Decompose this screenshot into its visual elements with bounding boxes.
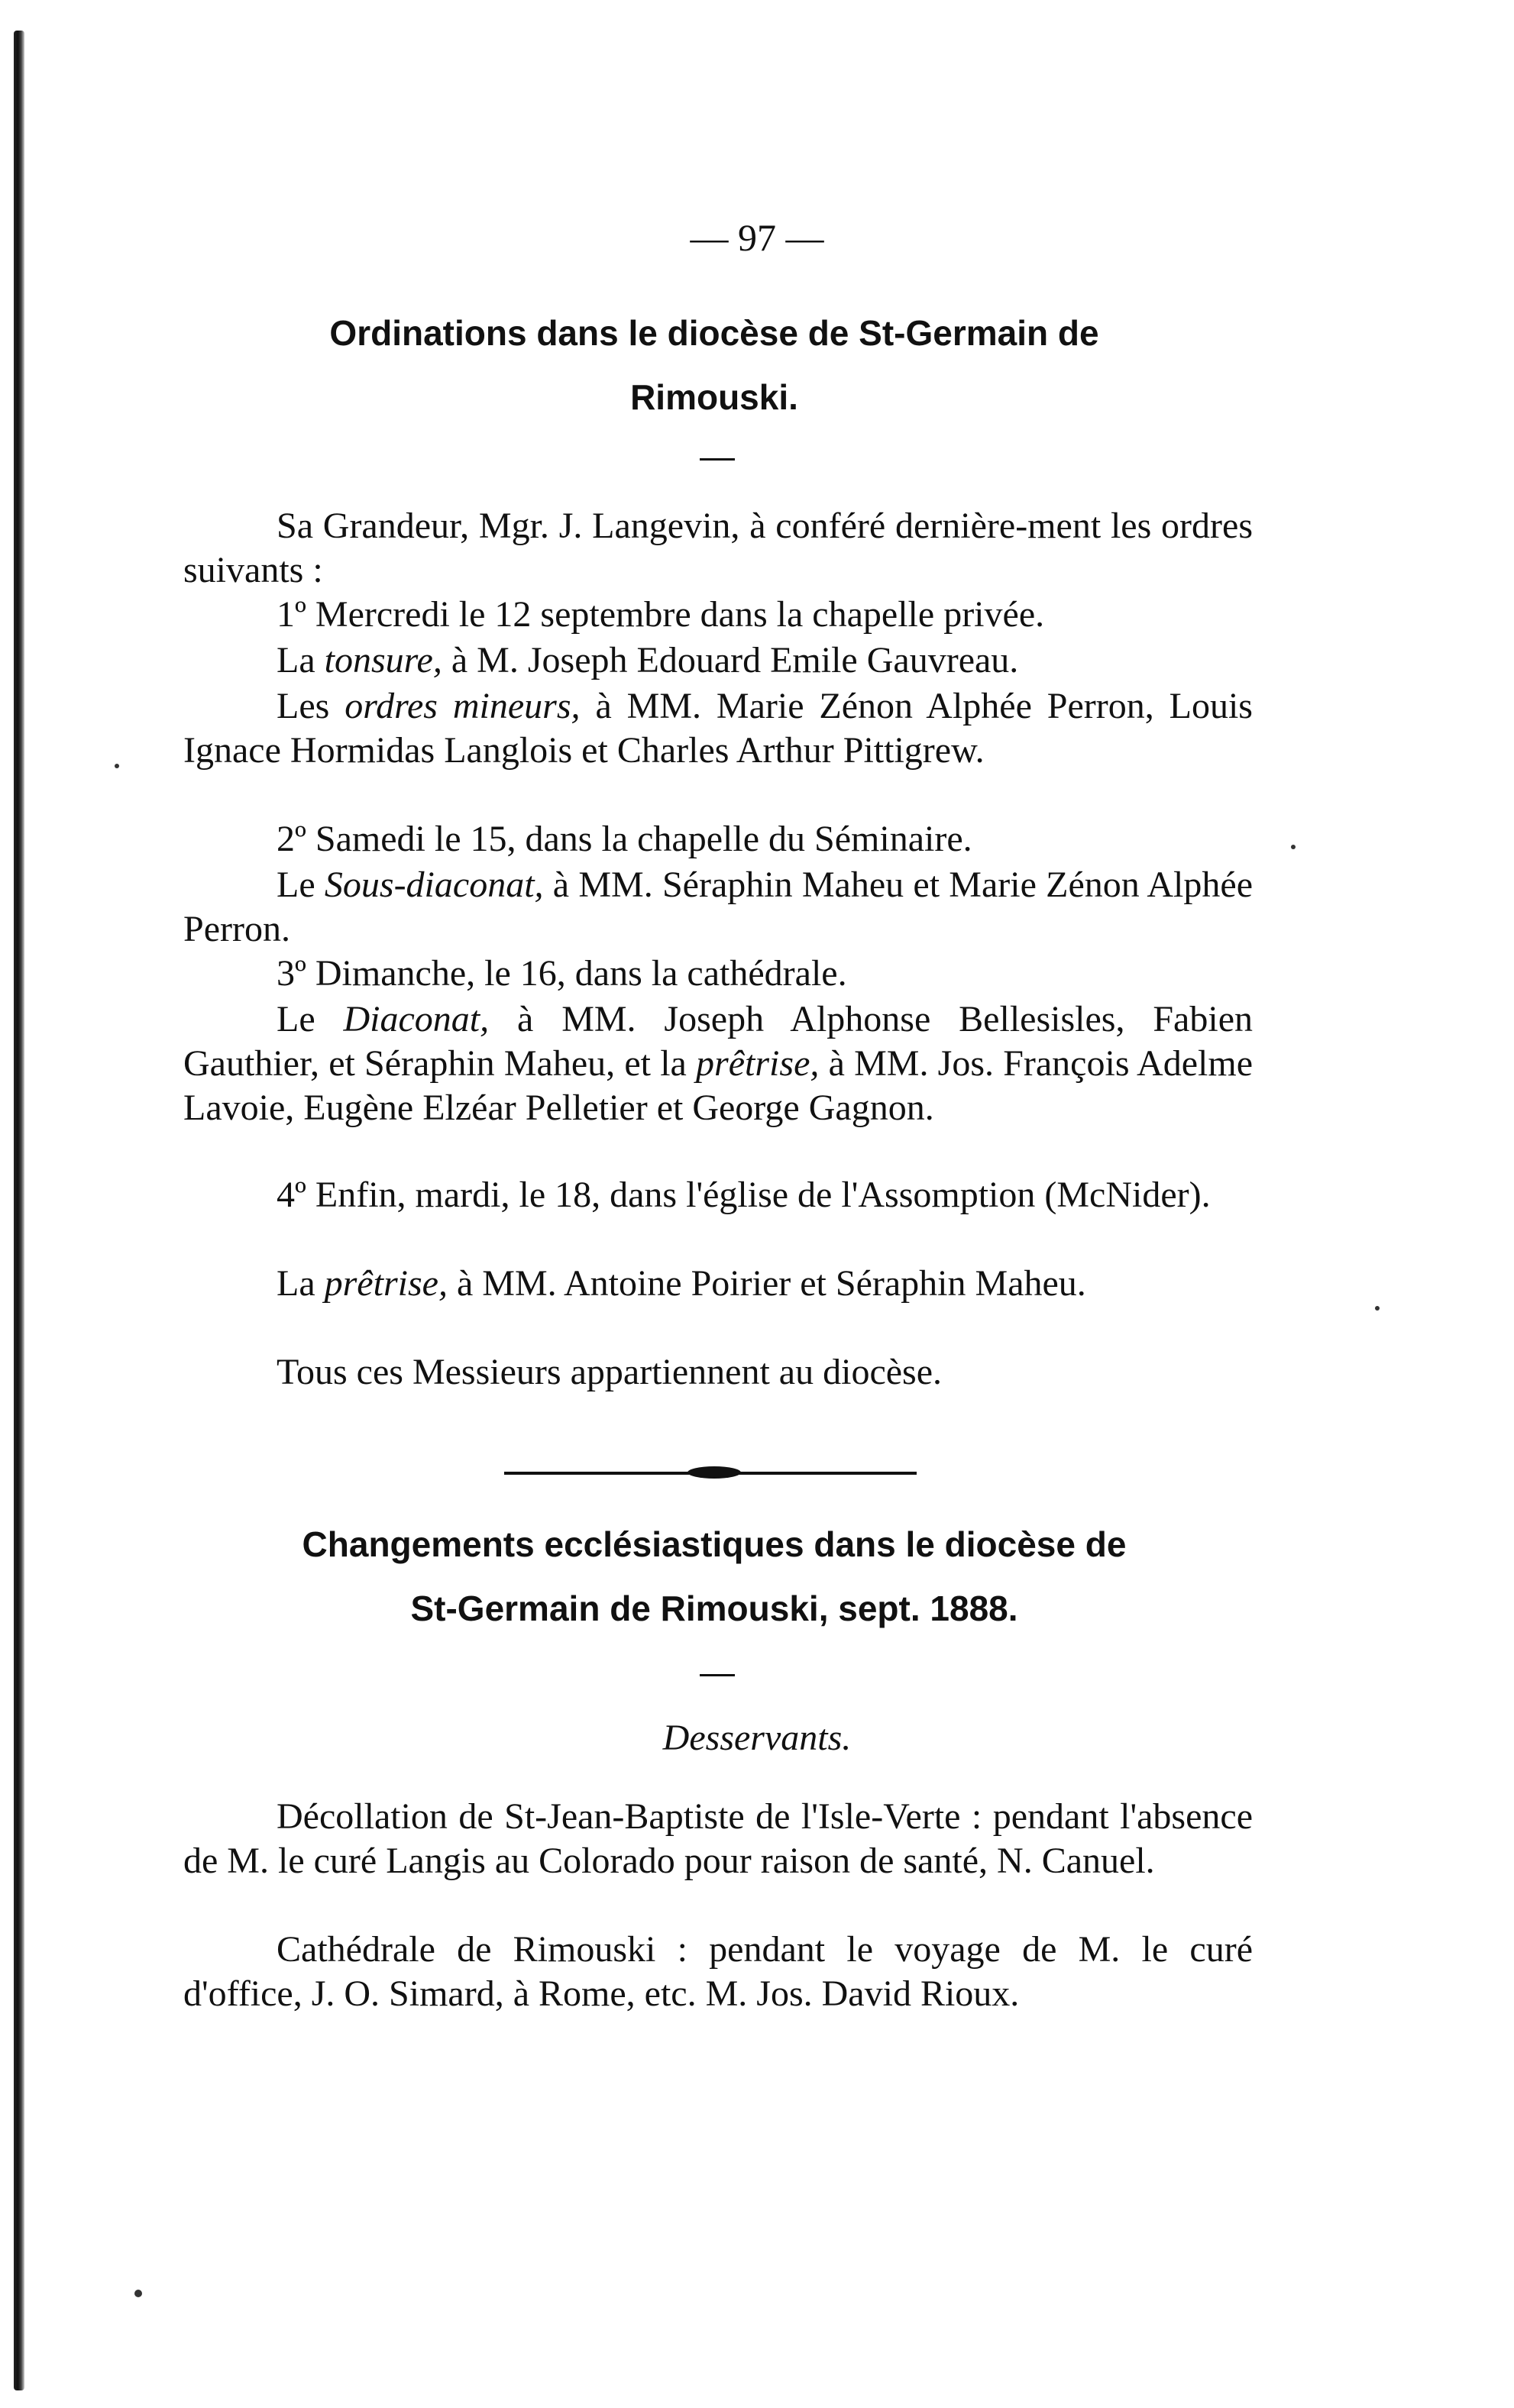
emphasis-diaconat: Diaconat, bbox=[343, 999, 490, 1039]
short-rule bbox=[700, 458, 735, 461]
paragraph-cathedrale: Cathédrale de Rimouski : pendant le voyage de M. le curé d'office, J. O. Simard, à Rome, etc. M. Jos. David Rioux. bbox=[183, 1929, 1253, 2014]
paragraph-2: La tonsure, à M. Joseph Edouard Emile Gauvreau. bbox=[277, 640, 1019, 680]
scan-speck bbox=[115, 764, 119, 768]
section-title-line-2: Rimouski. bbox=[630, 377, 798, 417]
emphasis-pretrise: prêtrise, bbox=[696, 1043, 820, 1084]
emphasis-ordres-mineurs: ordres mineurs, bbox=[345, 686, 581, 726]
paragraph-1: 1º Mercredi le 12 septembre dans la chapelle privée. bbox=[277, 594, 1045, 635]
paragraph-5: Le Sous-diaconat, à MM. Séraphin Maheu et Marie Zénon Alphée Perron. bbox=[183, 865, 1254, 949]
paragraph-7: Le Diaconat, à MM. Joseph Alphonse Bellesisles, Fabien Gauthier, et Séraphin Maheu, et la prêtrise, à MM. Jos. François Adelme Lavoie, Eugène Elzéar Pelletier et George Gagnon. bbox=[183, 999, 1254, 1128]
scan-speck bbox=[1291, 845, 1296, 849]
paragraph-isle-verte: Décollation de St-Jean-Baptiste de l'Isle-Verte : pendant l'absence de M. le curé Langis au Colorado pour raison de santé, N. Canuel. bbox=[183, 1796, 1253, 1881]
scan-speck bbox=[134, 2290, 142, 2297]
ornamental-divider bbox=[504, 1472, 917, 1475]
section-title-line-1: Ordinations dans le diocèse de St-Germain de bbox=[329, 313, 1099, 353]
section-title-line-2: St-Germain de Rimouski, sept. 1888. bbox=[410, 1589, 1018, 1628]
subheading-desservants: Desservants. bbox=[662, 1718, 852, 1758]
paragraph-9: La prêtrise, à MM. Antoine Poirier et Séraphin Maheu. bbox=[277, 1263, 1086, 1304]
short-rule bbox=[700, 1674, 735, 1676]
paragraph-4: 2º Samedi le 15, dans la chapelle du Séminaire. bbox=[277, 819, 972, 859]
emphasis-tonsure: tonsure, bbox=[324, 640, 442, 680]
emphasis-pretrise-2: prêtrise, bbox=[324, 1263, 448, 1304]
scan-speck bbox=[1375, 1306, 1380, 1311]
paragraph-3: Les ordres mineurs, à MM. Marie Zénon Alphée Perron, Louis Ignace Hormidas Langlois et Charles Arthur Pittigrew. bbox=[183, 686, 1253, 771]
page-number: — 97 — bbox=[690, 216, 824, 259]
paragraph-8: 4º Enfin, mardi, le 18, dans l'église de l'Assomption (McNider). bbox=[277, 1175, 1211, 1215]
section-title-ordinations bbox=[180, 301, 1249, 429]
paragraph-intro: Sa Grandeur, Mgr. J. Langevin, à conféré dernière-ment les ordres suivants : bbox=[183, 506, 1253, 590]
emphasis-sous-diaconat: Sous-diaconat, bbox=[324, 865, 544, 905]
section-title-line-1: Changements ecclésiastiques dans le diocèse de bbox=[302, 1524, 1127, 1564]
paragraph-10: Tous ces Messieurs appartiennent au diocèse. bbox=[277, 1352, 943, 1392]
paragraph-6: 3º Dimanche, le 16, dans la cathédrale. bbox=[277, 953, 847, 994]
section-title-changements bbox=[180, 1512, 1249, 1640]
